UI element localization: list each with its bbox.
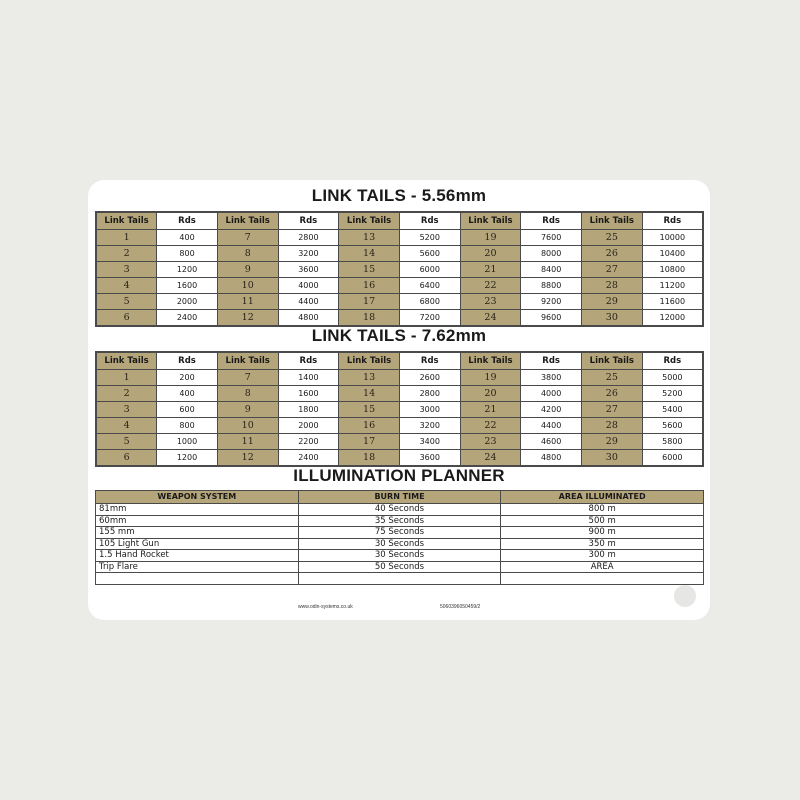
rounds-value: 1000	[157, 434, 218, 450]
rounds-value: 11200	[642, 278, 703, 294]
rounds-value: 800	[157, 418, 218, 434]
link-tails-count: 7	[217, 370, 278, 386]
link-tails-count: 10	[217, 278, 278, 294]
rounds-value: 5600	[642, 418, 703, 434]
weapon-system-cell: 60mm	[96, 515, 299, 527]
area-illuminated-cell: 800 m	[501, 504, 704, 516]
link-tails-count: 10	[217, 418, 278, 434]
rounds-value: 8400	[521, 262, 582, 278]
link-tails-count: 2	[96, 246, 157, 262]
table-row	[96, 538, 704, 550]
link-tails-count: 9	[217, 402, 278, 418]
link-tails-count: 16	[339, 278, 400, 294]
header-rds: Rds	[399, 212, 460, 230]
rounds-value: 10400	[642, 246, 703, 262]
rounds-value: 4600	[521, 434, 582, 450]
rounds-value: 4400	[278, 294, 339, 310]
rounds-value: 11600	[642, 294, 703, 310]
table-row	[96, 246, 703, 262]
header-rds: Rds	[157, 212, 218, 230]
title-illumination-planner: ILLUMINATION PLANNER	[293, 466, 505, 485]
rounds-value: 10800	[642, 262, 703, 278]
weapon-system-cell: 105 Light Gun	[96, 538, 299, 550]
weapon-system-cell	[96, 573, 299, 585]
rounds-value: 5600	[399, 246, 460, 262]
rounds-value: 1200	[157, 450, 218, 467]
link-tails-count: 27	[582, 402, 643, 418]
link-tails-count: 12	[217, 310, 278, 327]
link-tails-count: 1	[96, 230, 157, 246]
rounds-value: 12000	[642, 310, 703, 327]
link-tails-count: 13	[339, 230, 400, 246]
link-tails-count: 28	[582, 418, 643, 434]
table-row	[96, 550, 704, 562]
burn-time-cell: 75 Seconds	[298, 527, 501, 539]
rounds-value: 4800	[521, 450, 582, 467]
link-tails-count: 3	[96, 402, 157, 418]
link-tails-count: 12	[217, 450, 278, 467]
link-tails-count: 19	[460, 230, 521, 246]
header-rds: Rds	[642, 352, 703, 370]
rounds-value: 6000	[399, 262, 460, 278]
footer-website: www.odin-systems.co.uk	[298, 604, 353, 610]
rounds-value: 6000	[642, 450, 703, 467]
link-tails-count: 21	[460, 262, 521, 278]
table-row	[96, 262, 703, 278]
link-tails-count: 5	[96, 294, 157, 310]
link-tails-count: 2	[96, 386, 157, 402]
table-row	[96, 370, 703, 386]
rounds-value: 8800	[521, 278, 582, 294]
header-link-tails: Link Tails	[96, 352, 157, 370]
burn-time-cell: 35 Seconds	[298, 515, 501, 527]
table-header-row	[96, 212, 703, 230]
area-illuminated-cell	[501, 573, 704, 585]
rounds-value: 4000	[278, 278, 339, 294]
header-link-tails: Link Tails	[582, 212, 643, 230]
rounds-value: 200	[157, 370, 218, 386]
rounds-value: 1600	[278, 386, 339, 402]
header-link-tails: Link Tails	[582, 352, 643, 370]
rounds-value: 2600	[399, 370, 460, 386]
table-row	[96, 504, 704, 516]
table-row	[96, 573, 704, 585]
rounds-value: 8000	[521, 246, 582, 262]
link-tails-count: 5	[96, 434, 157, 450]
header-rds: Rds	[278, 352, 339, 370]
link-tails-count: 15	[339, 262, 400, 278]
link-tails-762-table	[95, 351, 704, 467]
table-row	[96, 230, 703, 246]
table-row	[96, 561, 704, 573]
header-area-illuminated: AREA ILLUMINATED	[501, 491, 704, 504]
link-tails-count: 25	[582, 370, 643, 386]
link-tails-count: 29	[582, 294, 643, 310]
rounds-value: 3200	[278, 246, 339, 262]
rounds-value: 2200	[278, 434, 339, 450]
rounds-value: 5200	[642, 386, 703, 402]
header-rds: Rds	[157, 352, 218, 370]
burn-time-cell	[298, 573, 501, 585]
header-link-tails: Link Tails	[339, 352, 400, 370]
rounds-value: 10000	[642, 230, 703, 246]
link-tails-count: 24	[460, 450, 521, 467]
weapon-system-cell: 1.5 Hand Rocket	[96, 550, 299, 562]
link-tails-count: 29	[582, 434, 643, 450]
link-tails-count: 6	[96, 310, 157, 327]
illumination-planner-table	[95, 490, 704, 585]
rounds-value: 3400	[399, 434, 460, 450]
rounds-value: 5800	[642, 434, 703, 450]
link-tails-count: 17	[339, 434, 400, 450]
link-tails-count: 22	[460, 278, 521, 294]
rounds-value: 2800	[278, 230, 339, 246]
link-tails-count: 6	[96, 450, 157, 467]
area-illuminated-cell: 500 m	[501, 515, 704, 527]
rounds-value: 5400	[642, 402, 703, 418]
header-rds: Rds	[399, 352, 460, 370]
header-link-tails: Link Tails	[460, 352, 521, 370]
link-tails-count: 11	[217, 434, 278, 450]
rounds-value: 1200	[157, 262, 218, 278]
header-weapon-system: WEAPON SYSTEM	[96, 491, 299, 504]
table-header-row	[96, 491, 704, 504]
link-tails-count: 27	[582, 262, 643, 278]
link-tails-count: 8	[217, 246, 278, 262]
rounds-value: 1400	[278, 370, 339, 386]
area-illuminated-cell: AREA	[501, 561, 704, 573]
link-tails-count: 14	[339, 246, 400, 262]
table-row	[96, 294, 703, 310]
header-link-tails: Link Tails	[96, 212, 157, 230]
burn-time-cell: 40 Seconds	[298, 504, 501, 516]
link-tails-count: 7	[217, 230, 278, 246]
link-tails-count: 20	[460, 386, 521, 402]
link-tails-count: 1	[96, 370, 157, 386]
link-tails-556-table	[95, 211, 704, 327]
link-tails-count: 25	[582, 230, 643, 246]
rounds-value: 2000	[278, 418, 339, 434]
link-tails-count: 11	[217, 294, 278, 310]
header-link-tails: Link Tails	[217, 212, 278, 230]
header-burn-time: BURN TIME	[298, 491, 501, 504]
table-row	[96, 402, 703, 418]
rounds-value: 400	[157, 230, 218, 246]
link-tails-count: 17	[339, 294, 400, 310]
link-tails-count: 9	[217, 262, 278, 278]
table-row	[96, 310, 703, 327]
rounds-value: 7600	[521, 230, 582, 246]
weapon-system-cell: 155 mm	[96, 527, 299, 539]
rounds-value: 4800	[278, 310, 339, 327]
table-row	[96, 527, 704, 539]
rounds-value: 600	[157, 402, 218, 418]
title-link-tails-762: LINK TAILS - 7.62mm	[311, 326, 487, 345]
rounds-value: 2000	[157, 294, 218, 310]
link-tails-count: 15	[339, 402, 400, 418]
link-tails-count: 16	[339, 418, 400, 434]
rounds-value: 4000	[521, 386, 582, 402]
link-tails-count: 8	[217, 386, 278, 402]
punch-hole	[674, 585, 696, 607]
reference-card	[88, 180, 710, 620]
rounds-value: 9200	[521, 294, 582, 310]
rounds-value: 1800	[278, 402, 339, 418]
header-link-tails: Link Tails	[339, 212, 400, 230]
link-tails-count: 21	[460, 402, 521, 418]
rounds-value: 6800	[399, 294, 460, 310]
area-illuminated-cell: 300 m	[501, 550, 704, 562]
rounds-value: 1600	[157, 278, 218, 294]
rounds-value: 9600	[521, 310, 582, 327]
area-illuminated-cell: 350 m	[501, 538, 704, 550]
header-rds: Rds	[521, 352, 582, 370]
header-rds: Rds	[278, 212, 339, 230]
rounds-value: 2400	[157, 310, 218, 327]
header-link-tails: Link Tails	[217, 352, 278, 370]
header-rds: Rds	[521, 212, 582, 230]
table-row	[96, 434, 703, 450]
weapon-system-cell: 81mm	[96, 504, 299, 516]
link-tails-count: 18	[339, 450, 400, 467]
rounds-value: 3600	[399, 450, 460, 467]
table-header-row	[96, 352, 703, 370]
area-illuminated-cell: 900 m	[501, 527, 704, 539]
link-tails-count: 20	[460, 246, 521, 262]
link-tails-count: 30	[582, 310, 643, 327]
rounds-value: 800	[157, 246, 218, 262]
link-tails-count: 19	[460, 370, 521, 386]
rounds-value: 5000	[642, 370, 703, 386]
link-tails-count: 24	[460, 310, 521, 327]
link-tails-count: 14	[339, 386, 400, 402]
table-row	[96, 450, 703, 467]
rounds-value: 5200	[399, 230, 460, 246]
rounds-value: 7200	[399, 310, 460, 327]
link-tails-count: 22	[460, 418, 521, 434]
link-tails-count: 4	[96, 418, 157, 434]
table-row	[96, 386, 703, 402]
title-link-tails-556: LINK TAILS - 5.56mm	[311, 186, 487, 205]
link-tails-count: 23	[460, 294, 521, 310]
burn-time-cell: 30 Seconds	[298, 538, 501, 550]
link-tails-count: 18	[339, 310, 400, 327]
footer-barcode-number: 5060396050459/2	[440, 604, 481, 610]
link-tails-count: 30	[582, 450, 643, 467]
rounds-value: 3200	[399, 418, 460, 434]
rounds-value: 3800	[521, 370, 582, 386]
burn-time-cell: 50 Seconds	[298, 561, 501, 573]
link-tails-count: 26	[582, 386, 643, 402]
link-tails-count: 13	[339, 370, 400, 386]
rounds-value: 3600	[278, 262, 339, 278]
rounds-value: 6400	[399, 278, 460, 294]
rounds-value: 4400	[521, 418, 582, 434]
table-row	[96, 278, 703, 294]
header-link-tails: Link Tails	[460, 212, 521, 230]
rounds-value: 2800	[399, 386, 460, 402]
link-tails-count: 3	[96, 262, 157, 278]
table-row	[96, 515, 704, 527]
weapon-system-cell: Trip Flare	[96, 561, 299, 573]
rounds-value: 400	[157, 386, 218, 402]
burn-time-cell: 30 Seconds	[298, 550, 501, 562]
link-tails-count: 26	[582, 246, 643, 262]
header-rds: Rds	[642, 212, 703, 230]
rounds-value: 2400	[278, 450, 339, 467]
link-tails-count: 28	[582, 278, 643, 294]
link-tails-count: 4	[96, 278, 157, 294]
link-tails-count: 23	[460, 434, 521, 450]
rounds-value: 4200	[521, 402, 582, 418]
rounds-value: 3000	[399, 402, 460, 418]
table-row	[96, 418, 703, 434]
